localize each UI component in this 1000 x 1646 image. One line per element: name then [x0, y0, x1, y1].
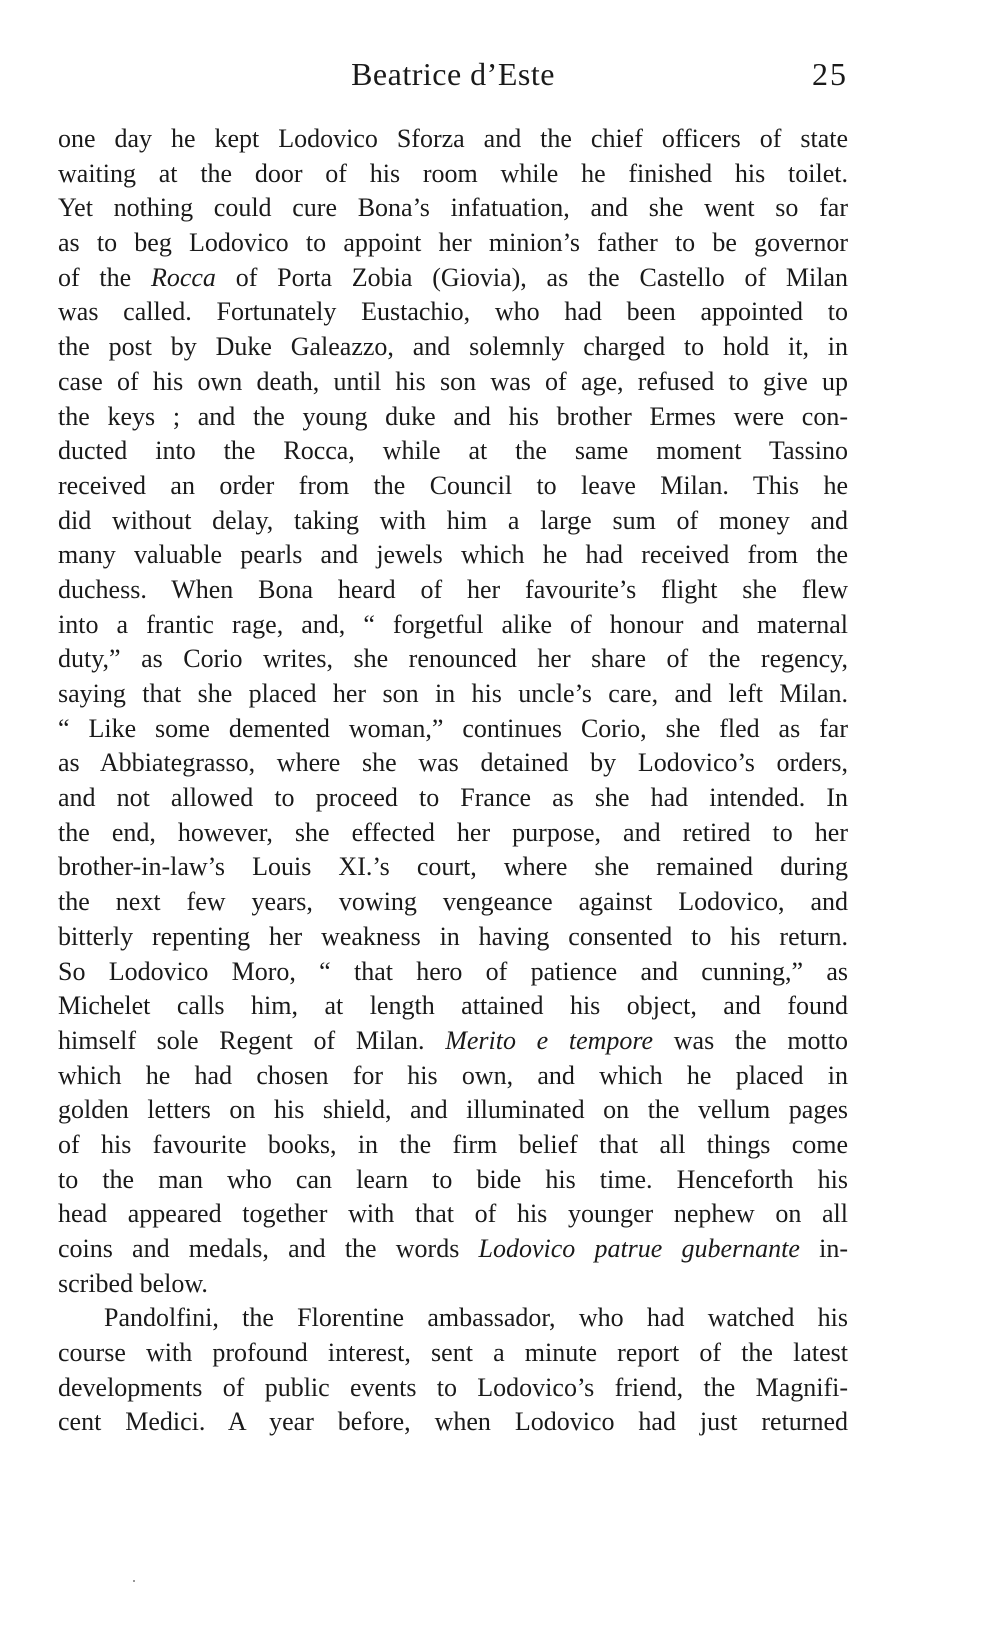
text-segment: the next few years, vowing vengeance against Lodovico, and — [58, 887, 848, 917]
text-line — [58, 712, 848, 747]
text-segment: did without delay, taking with him a large sum of money and — [58, 505, 848, 535]
text-segment: cent Medici. A year before, when Lodovico had just returned — [58, 1407, 848, 1437]
text-segment: bitterly repenting her weakness in having consented to his return. — [58, 921, 848, 951]
text-segment: in- — [799, 1234, 848, 1263]
text-segment: So Lodovico Moro, “ that hero of patience and cunning,” as — [58, 956, 848, 986]
text-line — [58, 1267, 848, 1302]
text-line — [58, 955, 848, 990]
text-line — [58, 989, 848, 1024]
text-line — [58, 122, 848, 157]
text-line — [58, 330, 848, 365]
text-line — [58, 781, 848, 816]
text-line — [58, 365, 848, 400]
text-segment: “ Like some demented woman,” continues Corio, she fled as far — [58, 713, 848, 743]
text-segment: into a frantic rage, and, “ forgetful alike of honour and maternal — [58, 609, 848, 639]
text-segment: as Abbiategrasso, where she was detained by Lodovico’s orders, — [58, 748, 848, 778]
text-line — [58, 642, 848, 677]
text-segment: and not allowed to proceed to France as she had intended. In — [58, 783, 848, 813]
text-line — [58, 1024, 848, 1059]
text-line — [58, 1232, 848, 1267]
text-segment: developments of public events to Lodovico’s friend, the Magnifi- — [58, 1372, 848, 1402]
text-segment: saying that she placed her son in his uncle’s care, and left Milan. — [58, 679, 848, 708]
text-segment: as to beg Lodovico to appoint her minion’s father to be governor — [58, 228, 848, 258]
italic-phrase: Merito e tempore — [445, 1025, 654, 1055]
text-line — [58, 885, 848, 920]
text-segment: many valuable pearls and jewels which he had received from the — [58, 540, 848, 570]
text-line — [58, 226, 848, 261]
text-line — [58, 1128, 848, 1163]
text-segment: the post by Duke Galeazzo, and solemnly charged to hold it, in — [58, 332, 848, 362]
text-segment: was the motto — [653, 1025, 849, 1055]
text-line — [58, 469, 848, 504]
paper-speck — [133, 1580, 135, 1582]
text-segment: golden letters on his shield, and illuminated on the vellum pages — [58, 1095, 848, 1125]
text-segment: duchess. When Bona heard of her favourite’s flight she flew — [58, 574, 848, 604]
text-line — [58, 677, 848, 712]
text-line — [58, 1336, 848, 1371]
text-line — [58, 538, 848, 573]
text-line — [58, 573, 848, 608]
italic-phrase: Rocca — [150, 262, 216, 292]
text-segment: Pandolfini, the Florentine ambassador, who had watched his — [104, 1303, 848, 1333]
text-segment: Michelet calls him, at length attained his object, and found — [58, 991, 848, 1021]
text-line — [58, 816, 848, 851]
text-line — [58, 608, 848, 643]
text-segment: waiting at the door of his room while he finished his toilet. — [58, 158, 848, 188]
text-segment: head appeared together with that of his younger nephew on all — [58, 1199, 848, 1229]
text-line — [58, 504, 848, 539]
text-segment: one day he kept Lodovico Sforza and the chief officers of state — [58, 124, 848, 153]
text-segment: brother-in-law’s Louis XI.’s court, where she remained during — [58, 852, 848, 882]
text-segment: was called. Fortunately Eustachio, who had been appointed to — [58, 297, 848, 327]
text-line — [58, 1405, 848, 1440]
text-segment: the end, however, she effected her purpose, and retired to her — [58, 817, 848, 847]
text-line — [58, 746, 848, 781]
body-text — [58, 122, 848, 1440]
text-segment: case of his own death, until his son was of age, refused to give up — [58, 366, 848, 396]
text-segment: ducted into the Rocca, while at the same moment Tassino — [58, 436, 848, 466]
text-line — [58, 1059, 848, 1094]
text-segment: the keys ; and the young duke and his brother Ermes were con- — [58, 401, 848, 431]
text-segment: scribed below. — [58, 1268, 208, 1298]
italic-phrase: Lodovico patrue gubernante — [478, 1234, 800, 1263]
text-segment: coins and medals, and the words — [58, 1234, 479, 1263]
text-segment: course with profound interest, sent a minute report of the latest — [58, 1338, 848, 1368]
text-line — [58, 1197, 848, 1232]
text-segment: of Porta Zobia (Giovia), as the Castello of Milan — [215, 262, 849, 292]
text-line — [58, 400, 848, 435]
text-segment: of his favourite books, in the firm belief that all things come — [58, 1129, 848, 1159]
text-line — [58, 1093, 848, 1128]
text-line — [58, 1163, 848, 1198]
running-title: Beatrice d’Este — [351, 56, 555, 92]
text-line — [58, 434, 848, 469]
text-line — [58, 261, 848, 296]
paragraph-first-line — [58, 1301, 848, 1336]
text-line — [58, 295, 848, 330]
text-segment: duty,” as Corio writes, she renounced her share of the regency, — [58, 644, 848, 674]
text-segment: himself sole Regent of Milan. — [58, 1025, 446, 1055]
text-line — [58, 920, 848, 955]
running-head — [58, 52, 848, 96]
text-segment: of the — [58, 262, 151, 292]
text-line — [58, 1371, 848, 1406]
text-segment: to the man who can learn to bide his time. Henceforth his — [58, 1164, 848, 1194]
page-number: 25 — [812, 56, 848, 92]
text-line — [58, 850, 848, 885]
text-line — [58, 191, 848, 226]
text-segment: Yet nothing could cure Bona’s infatuation, and she went so far — [58, 193, 848, 223]
text-line — [58, 157, 848, 192]
text-segment: received an order from the Council to leave Milan. This he — [58, 470, 848, 500]
text-segment: which he had chosen for his own, and which he placed in — [58, 1060, 848, 1090]
